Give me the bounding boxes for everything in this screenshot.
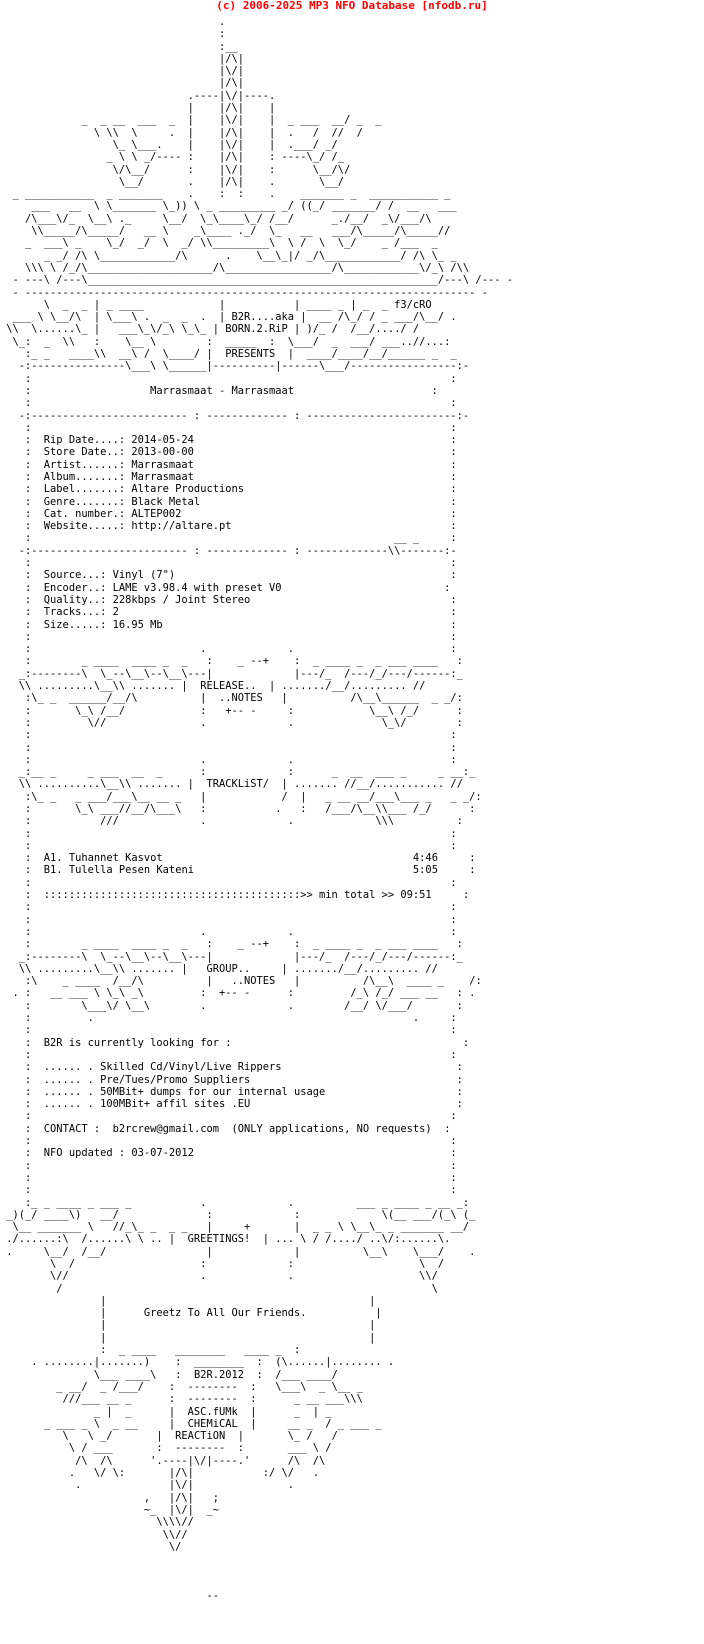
source-value: Vinyl (7")	[112, 569, 176, 582]
wanted-item-1: Skilled Cd/Vinyl/Live Rippers	[100, 1061, 282, 1074]
cat-number-value: ALTEP002	[131, 507, 182, 520]
genre-value: Black Metal	[131, 495, 201, 508]
encoder-value: LAME v3.98.4 with preset V0	[112, 581, 282, 594]
release-notes-label-2: ..NOTES	[218, 692, 263, 705]
contact-note: (ONLY applications, NO requests)	[231, 1122, 432, 1135]
total-value: 09:51	[400, 889, 432, 902]
contact-email[interactable]: b2rcrew@gmail.com	[112, 1122, 219, 1135]
track-a1-title: Tuhannet Kasvot	[68, 852, 163, 865]
artist-value: Marrasmaat	[131, 458, 194, 471]
store-date-value: 2013-00-00	[131, 446, 194, 459]
total-label: min total >>	[319, 889, 395, 902]
contact-label: CONTACT :	[43, 1122, 101, 1135]
tracklist-label: TRACKLiST	[206, 778, 263, 791]
track-b1-number: B1.	[43, 864, 63, 877]
group-notes-label-1: GROUP..	[206, 962, 251, 975]
banner-line2: BORN.2.RiP	[225, 323, 288, 336]
updated-label: NFO updated :	[43, 1147, 126, 1160]
website-value: http://altare.pt	[131, 520, 232, 533]
greetz-text: Greetz To All Our Friends.	[143, 1307, 307, 1320]
credit-year: B2R.2012	[193, 1368, 244, 1381]
banner-line1: B2R....aka	[231, 311, 295, 324]
release-notes-label-1: RELEASE..	[200, 680, 257, 693]
track-a1-number: A1.	[43, 852, 63, 865]
credit-line-3: REACTiON	[175, 1430, 226, 1443]
nfo-ascii-document: . : :__ |/\| |\/| |/\| .----|\/|----. | |/\| | _ _ __ ___ _ | |\/| | _ ___ __/ _ _ \ \\ \ . | |/\| | . / // / \_ \___. | |\/| | .___/ _/ _ \ \ _/---- : |/\| : ----\_/ /_ \/\__/ : |\/| : \__/\/ \__/ . |/\| . \__/ _ ___________ _ _______ . : : . _______ _ ___________ _ ___ __ \ \_______ \_)) \ _ _________ _/ ((_/ _______/ / __ ___ /\___\/_ \__\ ._ \__/ \_\____\_/ /__/ _./__/ _\/___/\ \\_____/\_____/ __ \ _\____ ._/ \_ __ ___/\_____/\_____// _ ___\ _ \_/ _/ \ _/ \\_________\ \ / \ \_/ _ /___ _ _ _/ /\ \____________/\ . \__\_|/ _/\____________/ /\ \_ _ \\\ \ /_/\____________________/\_________________/\____________\/_\ /\\ - ---\ /---\________________________________________________________/---\ /--- - - ------------------------------------------------------------------------ - \ _ _ | _ ____ | | ____ _ | _ _ f3/cRO ___ \ \__/\ | \___\ . _ _ . | B2R....aka | __ /\_/ / _ ___/\__/ . \\ \......\_ | ___\_\/_\ \_\_ | BORN.2.RiP | )/_ / /__/..../ / \_: _ \\ : \__ \ : _____ : \___/ _ ___/ ___..//...: :_ _ ____\\ __\ / \____/ | PRESENTS | ____/____/__/______ _ _ -:---------------\___\ \______|----------|------\___/-----------------:- : : : Marrasmaat - Marrasmaat : : : -:------------------------- : ------------- : ------------------------:- : : : Rip Date....: 2014-05-24 : : Store Date..: 2013-00-00 : : Artist......: Marrasmaat : : Album.......: Marrasmaat : : Label.......: Altare Productions : : Genre.......: Black Metal : : Cat. number.: ALTEP002 : : Website.....: http://altare.pt : : __ _ : -:------------------------- : ------------- : -------------\\-------:- : : : Source...: Vinyl (7") : : Encoder..: LAME v3.98.4 with preset V0 : : Quality..: 228kbps / Joint Stereo : : Tracks...: 2 : : Size.....: 16.95 Mb : : : : . . : : _ ____ ____ _ _ : _ --+ : _ ____ _ _ ___ ____ : _:--------\ \_--\__\--\__\---| |---/_ /---/_/---/------:_ \\ .........\__\\ ....... | RELEASE.. | ......./__/......... // :\_ _ ______/__/\ | ..NOTES | /\__\______ _ _/: : \_\ /__/ : +-- - : \__\ /_/ : : \// . . \_\/ : : : : : : . . : _:__ _ _ ___ __ _ : : _ __ ___ _ _ __:_ \\ ..........\__\\ ....... | TRACKLiST/ | ....... //__/........... // :\_ _ _ ___/___\__ __ _ | / | _ __ __/___\___ _ _ _/: : \_\ ___//__/\___\ : . : /___/\__\\___ /_/ : : /// . . \\\ : : : : : : A1. Tuhannet Kasvot 4:46 : : B1. Tulella Pesen Kateni 5:05 : : : : :::::::::::::::::::::::::::::::::::::::::>> min total >> 09:51 : : : : : : . . : : _ ____ ____ _ _ : _ --+ : _ ____ _ _ ___ ____ : _:--------\ \_--\__\--\__\---| |---/_ /---/_/---/------:_ \\ .........\__\\ ....... | GROUP.. | ......./__/......... // :\ _ ____ /__/\ | ..NOTES | /\__\ ____ _ /: . : __ ___ \ \_\ _\ : +-- - : /_\ /_/ ___ __ : . : \___\/ \__\ . . /__/ \/___/ : : . . : : : : B2R is currently looking for : : : : : ...... . Skilled Cd/Vinyl/Live Rippers : : ...... . Pre/Tues/Promo Suppliers : : ...... . 50MBit+ dumps for our internal usage : : ...... . 100MBit+ affil sites .EU : : : : CONTACT : b2rcrew@gmail.com (ONLY applications, NO requests) : : : : NFO updated : 03-07-2012 : : : : : : : :_ _ ____ _ ___ _ . . ___ _ ____ _ __ _: _)(_/ ____\) __/ : : \(__ ___/(_\ (_ \__ _______ \ //_\_ _ _ _ | + | _ _ \ \__\_ _ _______ __/ ./......:\ /......\ \ .. | GREETINGS! | ... \ / /..../ ..\/:......\. . \__/ /__/ | | \__\ \___/ . \ / : : \ / \// . . \\/ / \ | | | Greetz To All Our Friends. | | | | | : _ ____ ________ ____ _ : . ........|.......) : ________ : (\......|........ . \___ ____\ : B2R.2012 : /___ ____/ _ __/ _ /___/ : -------- : \___\ _ \__ _ ///___ __ _ : -------- : _ __ ___\\\ _ | _ | ASC.fUMk | _ | _ _ ___ _ \ _ __ | CHEMiCAL | __ _ / _ ___ _ \ \ _/ | REACTiON | \_ / / \ / ___ : -------- : ___ \ / /\ /\ '.----|\/|----.' /\ /\ . \/ \: |/\| :/ \/ . . |\/| . , |/\| ; ~_ |\/| _~ \\\\// \\// \/ --	[6, 16, 513, 1602]
updated-date: 03-07-2012	[131, 1147, 194, 1160]
track-b1-time: 5:05	[412, 864, 438, 877]
quality-value: 228kbps / Joint Stereo	[112, 593, 251, 606]
rip-date-value: 2014-05-24	[131, 434, 194, 447]
album-value: Marrasmaat	[131, 470, 194, 483]
track-b1-title: Tulella Pesen Kateni	[68, 864, 194, 877]
wanted-item-4: 100MBit+ affil sites .EU	[100, 1098, 251, 1111]
credit-line-1: ASC.fUMk	[187, 1405, 238, 1418]
greetings-label: GREETINGS!	[187, 1233, 251, 1246]
banner-presents: PRESENTS	[225, 348, 276, 361]
size-value: 16.95 Mb	[112, 618, 163, 631]
wanted-item-2: Pre/Tues/Promo Suppliers	[100, 1073, 251, 1086]
track-a1-time: 4:46	[412, 852, 438, 865]
label-value: Altare Productions	[131, 483, 244, 496]
wanted-item-3: 50MBit+ dumps for our internal usage	[100, 1085, 326, 1098]
tracks-value: 2	[112, 606, 119, 619]
nfodb-credit-link[interactable]: (c) 2006-2025 MP3 NFO Database [nfodb.ru]	[216, 0, 488, 12]
group-intro: B2R is currently looking for :	[43, 1036, 232, 1049]
credit-line-2: CHEMiCAL	[187, 1417, 238, 1430]
release-title: Marrasmaat - Marrasmaat	[150, 384, 295, 397]
group-notes-label-2: ..NOTES	[231, 975, 276, 988]
